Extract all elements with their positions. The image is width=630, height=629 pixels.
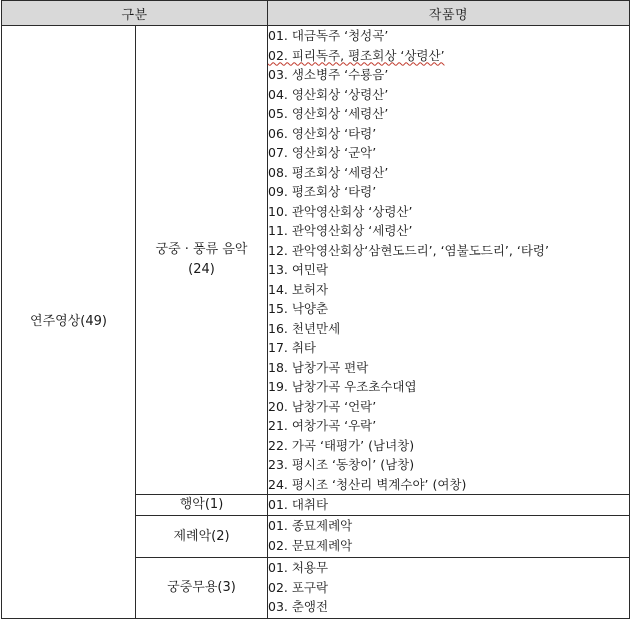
work-item: 01. 대금독주 ‘청성곡’ bbox=[268, 28, 389, 43]
work-item: 20. 남창가곡 ‘언락’ bbox=[268, 398, 377, 414]
work-item: 23. 평시조 ‘동창이’ (남창) bbox=[268, 457, 415, 472]
works-list-ritual bbox=[268, 516, 630, 558]
work-item: 01. 처용무 bbox=[268, 560, 329, 575]
work-item: 10. 관악영산회상 ‘상령산’ bbox=[268, 203, 413, 219]
works-list-processional bbox=[268, 495, 630, 516]
works-list-court-dance bbox=[268, 558, 630, 619]
work-item: 16. 천년만세 bbox=[268, 320, 341, 336]
work-item: 03. 춘앵전 bbox=[268, 599, 329, 614]
work-item: 22. 가곡 ‘태평가’ (남녀창) bbox=[268, 437, 415, 453]
work-item: 19. 남창가곡 우조초수대엽 bbox=[268, 379, 417, 394]
work-item: 08. 평조회상 ‘세령산’ bbox=[268, 164, 389, 180]
work-item: 05. 영산회상 ‘세령산’ bbox=[268, 106, 389, 121]
work-item: 21. 여창가곡 ‘우락’ bbox=[268, 418, 377, 433]
main-category-cell bbox=[2, 26, 136, 619]
work-item: 17. 취타 bbox=[268, 340, 317, 355]
work-item: 12. 관악영산회상‘삼현도드리’, ‘염불도드리’, ‘타령’ bbox=[268, 242, 549, 258]
subcategory-label: 궁중 · 풍류 음악 bbox=[155, 242, 248, 257]
work-item: 11. 관악영산회상 ‘세령산’ bbox=[268, 223, 413, 238]
work-item: 04. 영산회상 ‘상령산’ bbox=[268, 86, 389, 102]
work-item: 02. 포구락 bbox=[268, 579, 329, 595]
work-item: 09. 평조회상 ‘타령’ bbox=[268, 184, 377, 199]
work-item: 06. 영산회상 ‘타령’ bbox=[268, 125, 377, 141]
header-row bbox=[2, 1, 630, 26]
work-item: 01. 대취타 bbox=[268, 497, 329, 512]
work-item: 02. 피리독주, 평조회상 ‘상령산’ bbox=[268, 47, 445, 63]
subcategory-count: (24) bbox=[188, 262, 215, 277]
subcategory-ritual bbox=[136, 516, 268, 558]
work-item: 15. 낙양춘 bbox=[268, 301, 329, 316]
subcategory-label: 궁중무용(3) bbox=[167, 580, 236, 595]
header-works: 작품명 bbox=[268, 1, 630, 26]
work-item: 03. 생소병주 ‘수룡음’ bbox=[268, 67, 389, 82]
group-row-court-music bbox=[2, 26, 630, 495]
header-category: 구분 bbox=[2, 1, 268, 26]
work-item: 18. 남창가곡 편락 bbox=[268, 359, 369, 375]
work-item: 24. 평시조 ‘청산리 벽계수야’ (여창) bbox=[268, 476, 467, 492]
work-item: 07. 영산회상 ‘군악’ bbox=[268, 145, 377, 160]
subcategory-processional bbox=[136, 495, 268, 516]
work-item: 14. 보허자 bbox=[268, 281, 329, 297]
works-table bbox=[1, 0, 630, 619]
work-item: 02. 문묘제례악 bbox=[268, 537, 353, 553]
work-item: 13. 여민락 bbox=[268, 262, 329, 277]
work-item: 01. 종묘제례악 bbox=[268, 518, 353, 533]
subcategory-court-music bbox=[136, 26, 268, 495]
works-list-court-music bbox=[268, 26, 630, 495]
subcategory-label: 행악(1) bbox=[179, 497, 224, 512]
subcategory-label: 제례악(2) bbox=[173, 528, 230, 544]
subcategory-court-dance bbox=[136, 558, 268, 619]
main-category-label: 연주영상(49) bbox=[30, 314, 107, 329]
